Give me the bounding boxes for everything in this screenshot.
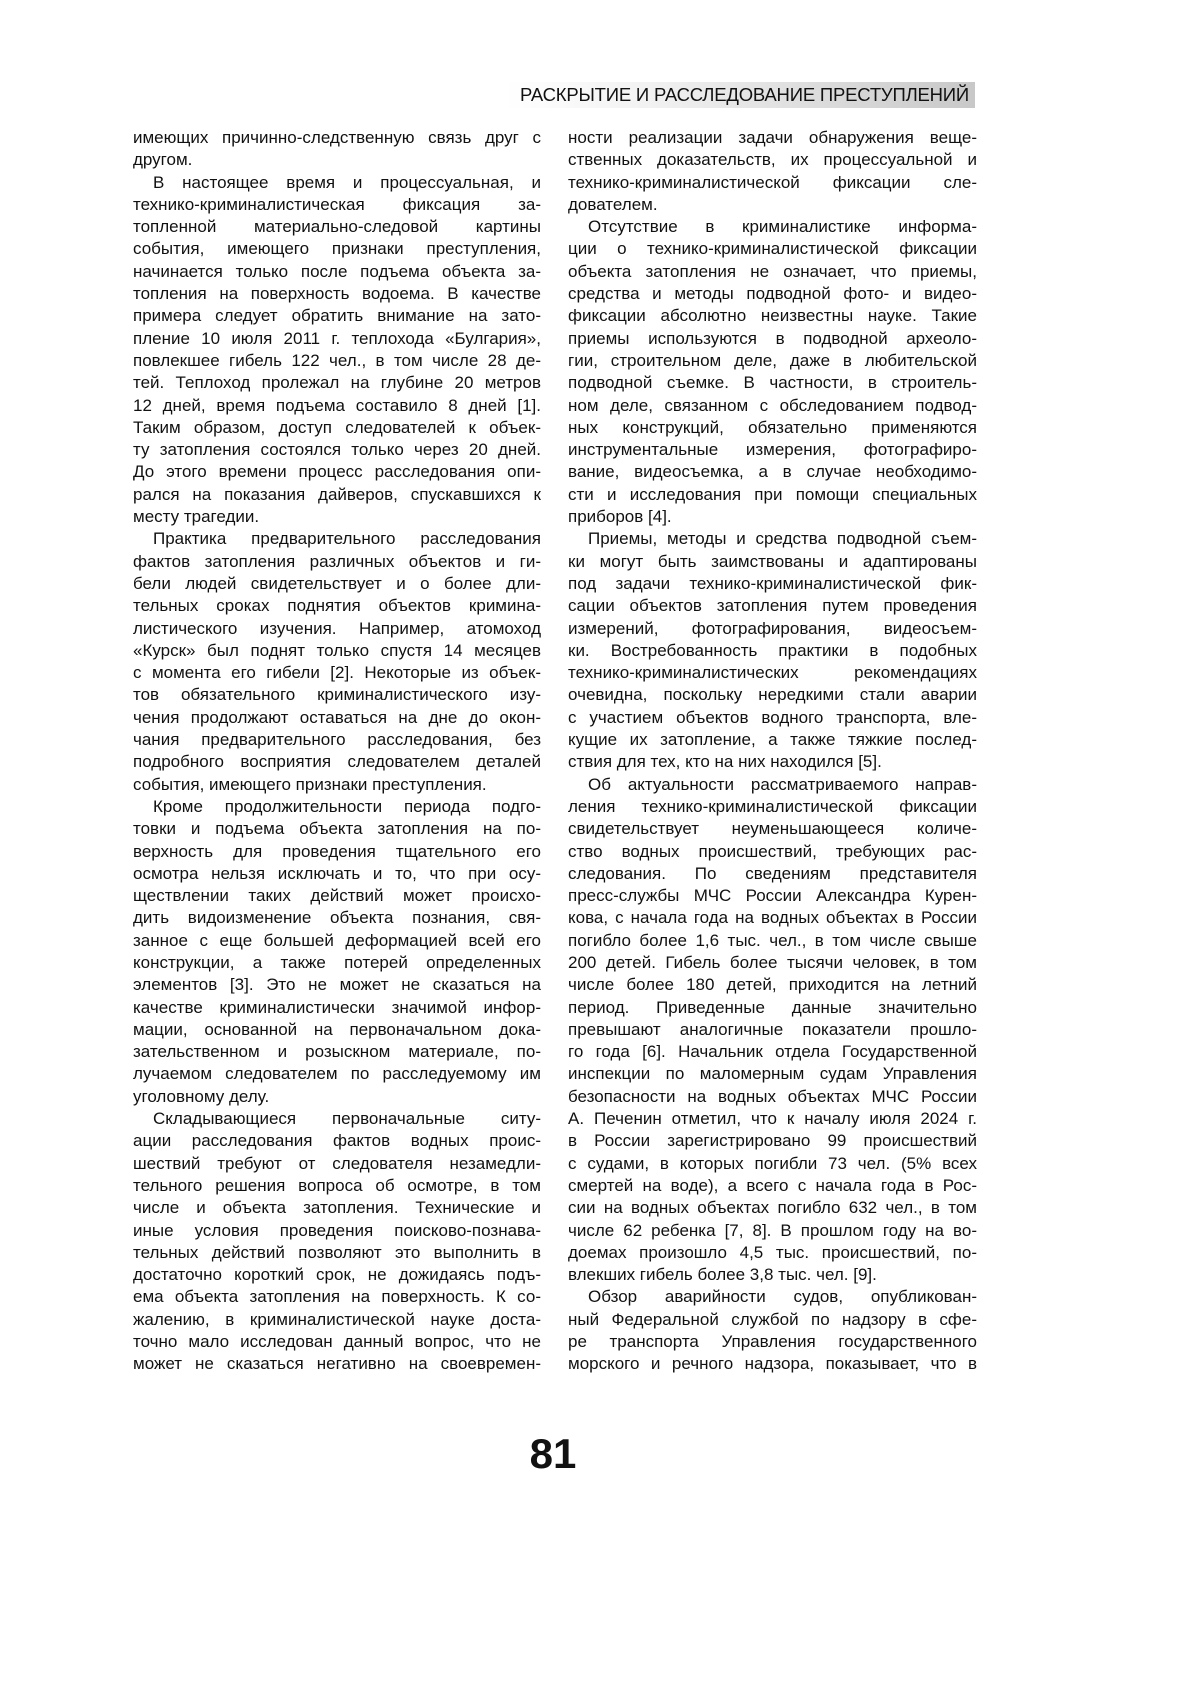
text-line: ном деле, связанном с обследованием подвод- — [568, 395, 977, 417]
text-line: вание, видеосъемка, а в случае необходимо- — [568, 461, 977, 483]
text-line: шествий требуют от следователя незамедли- — [133, 1153, 541, 1175]
text-line: элементов [3]. Это не может не сказаться на — [133, 974, 541, 996]
text-line: зательственном и розыскном материале, по- — [133, 1041, 541, 1063]
paragraph — [568, 127, 977, 216]
text-line: занное с еще большей деформацией всей его — [133, 930, 541, 952]
text-line: тов обязательного криминалистического изу- — [133, 684, 541, 706]
text-line: технико-криминалистических рекомендациях — [568, 662, 977, 684]
text-line: ре транспорта Управления государственного — [568, 1331, 977, 1353]
text-line: тей. Теплоход пролежал на глубине 20 метров — [133, 372, 541, 394]
text-line: приемы используются в подводной археоло- — [568, 328, 977, 350]
text-line: жалению, в криминалистической науке доста- — [133, 1309, 541, 1331]
paragraph — [133, 172, 541, 529]
text-line: ный Федеральной службой по надзору в сфе- — [568, 1309, 977, 1331]
text-line: числе 62 ребенка [7, 8]. В прошлом году на во- — [568, 1220, 977, 1242]
text-line: листического изучения. Например, атомоход — [133, 618, 541, 640]
text-line: превышают аналогичные показатели прошло- — [568, 1019, 977, 1041]
text-line: смертей на воде), а всего с начала года в Рос- — [568, 1175, 977, 1197]
text-line: имеющих причинно-следственную связь друг с — [133, 127, 541, 149]
text-line: До этого времени процесс расследования опи- — [133, 461, 541, 483]
text-line: иные условия проведения поисково-познава- — [133, 1220, 541, 1242]
text-line: инспекции по маломерным судам Управления — [568, 1063, 977, 1085]
text-line: числе более 180 детей, приходится на летний — [568, 974, 977, 996]
text-line: измерений, фотографирования, видеосъем- — [568, 618, 977, 640]
text-line: товки и подъема объекта затопления на по- — [133, 818, 541, 840]
text-line: может не сказаться негативно на своевремен- — [133, 1353, 541, 1375]
text-line: Приемы, методы и средства подводной съем- — [568, 528, 977, 550]
text-line: сии на водных объектах погибло 632 чел., в том — [568, 1197, 977, 1219]
text-line: Обзор аварийности судов, опубликован- — [568, 1286, 977, 1308]
text-line: Кроме продолжительности периода подго- — [133, 796, 541, 818]
text-line: в России зарегистрировано 99 происшествий — [568, 1130, 977, 1152]
text-line: сти и исследования при помощи специальных — [568, 484, 977, 506]
text-line: с момента его гибели [2]. Некоторые из объек- — [133, 662, 541, 684]
text-line: средства и методы подводной фото- и видео- — [568, 283, 977, 305]
text-line: достаточно короткий срок, не дожидаясь подъ- — [133, 1264, 541, 1286]
paragraph — [133, 1108, 541, 1376]
text-line: Складывающиеся первоначальные ситу- — [133, 1108, 541, 1130]
text-line: ных конструкций, обязательно применяются — [568, 417, 977, 439]
running-header — [505, 82, 975, 108]
text-line: ществлении таких действий может происхо- — [133, 885, 541, 907]
text-line: ственных доказательств, их процессуальной и — [568, 149, 977, 171]
text-line: объекта затопления не означает, что приемы, — [568, 261, 977, 283]
paragraph — [568, 528, 977, 773]
text-line: числе и объекта затопления. Технические и — [133, 1197, 541, 1219]
text-line: В настоящее время и процессуальная, и — [133, 172, 541, 194]
text-line: повлекшее гибель 122 чел., в том числе 28 де- — [133, 350, 541, 372]
text-line: бели людей свидетельствует и о более дли- — [133, 573, 541, 595]
text-line: события, имеющего признаки преступления, — [133, 238, 541, 260]
text-line: сации объектов затопления путем проведения — [568, 595, 977, 617]
text-line: Таким образом, доступ следователей к объек- — [133, 417, 541, 439]
text-line: конструкции, а также потерей определенных — [133, 952, 541, 974]
text-line: кова, с начала года на водных объектах в России — [568, 907, 977, 929]
text-line: верхность для проведения тщательного его — [133, 841, 541, 863]
text-line: начинается только после подъема объекта за- — [133, 261, 541, 283]
text-line: следования. По сведениям представителя — [568, 863, 977, 885]
paragraph — [133, 528, 541, 796]
text-column-left — [133, 127, 541, 1376]
text-line: го года [6]. Начальник отдела Государственной — [568, 1041, 977, 1063]
text-line: ции о технико-криминалистической фиксации — [568, 238, 977, 260]
text-line: кущие их затопление, а также тяжкие послед- — [568, 729, 977, 751]
text-line: точно мало исследован данный вопрос, что не — [133, 1331, 541, 1353]
text-line: ство водных происшествий, требующих рас- — [568, 841, 977, 863]
text-line: топления на поверхность водоема. В качестве — [133, 283, 541, 305]
running-header-title: РАСКРЫТИЕ И РАССЛЕДОВАНИЕ ПРЕСТУПЛЕНИЙ — [520, 84, 969, 106]
text-line: инструментальные измерения, фотографиро- — [568, 439, 977, 461]
text-line: подробного восприятия следователем деталей — [133, 751, 541, 773]
text-line: технико-криминалистической фиксации сле- — [568, 172, 977, 194]
text-line: мации, основанной на первоначальном дока- — [133, 1019, 541, 1041]
text-line: тельных действий позволяют это выполнить в — [133, 1242, 541, 1264]
text-line: ления технико-криминалистической фиксации — [568, 796, 977, 818]
text-line: тельного решения вопроса об осмотре, в том — [133, 1175, 541, 1197]
paragraph — [568, 216, 977, 528]
paragraph — [133, 796, 541, 1108]
text-line: качестве криминалистически значимой инфор- — [133, 997, 541, 1019]
text-line: ки. Востребованность практики в подобных — [568, 640, 977, 662]
text-line: период. Приведенные данные значительно — [568, 997, 977, 1019]
text-line: ту затопления состоялся только через 20 дней. — [133, 439, 541, 461]
text-line: доемах произошло 4,5 тыс. происшествий, по- — [568, 1242, 977, 1264]
text-line: осмотра нельзя исключать и то, что при осу- — [133, 863, 541, 885]
text-line: приборов [4]. — [568, 506, 977, 528]
text-line: с участием объектов водного транспорта, вле- — [568, 707, 977, 729]
text-line: подводной съемке. В частности, в строитель- — [568, 372, 977, 394]
text-line: Практика предварительного расследования — [133, 528, 541, 550]
text-line: пресс-службы МЧС России Александра Курен- — [568, 885, 977, 907]
text-line: под задачи технико-криминалистической фик- — [568, 573, 977, 595]
paragraph — [133, 127, 541, 172]
text-line: пление 10 июля 2011 г. теплохода «Булгария», — [133, 328, 541, 350]
text-line: гии, строительном деле, даже в любительской — [568, 350, 977, 372]
text-line: дить видоизменение объекта познания, свя- — [133, 907, 541, 929]
text-line: чания предварительного расследования, без — [133, 729, 541, 751]
text-line: дователем. — [568, 194, 977, 216]
text-line: чения продолжают оставаться на дне до окон- — [133, 707, 541, 729]
text-line: свидетельствует неуменьшающееся количе- — [568, 818, 977, 840]
text-line: с судами, в которых погибли 73 чел. (5% всех — [568, 1153, 977, 1175]
text-line: месту трагедии. — [133, 506, 541, 528]
paragraph — [568, 774, 977, 1287]
paragraph — [568, 1286, 977, 1375]
text-line: примера следует обратить внимание на зато- — [133, 305, 541, 327]
text-line: фактов затопления различных объектов и ги- — [133, 551, 541, 573]
text-line: влекших гибель более 3,8 тыс. чел. [9]. — [568, 1264, 977, 1286]
text-line: другом. — [133, 149, 541, 171]
text-line: очевидна, поскольку нередкими стали аварии — [568, 684, 977, 706]
text-line: ки могут быть заимствованы и адаптированы — [568, 551, 977, 573]
text-line: рался на показания дайверов, спускавшихся к — [133, 484, 541, 506]
text-line: уголовному делу. — [133, 1086, 541, 1108]
text-line: безопасности на водных объектах МЧС России — [568, 1086, 977, 1108]
text-line: Об актуальности рассматриваемого направ- — [568, 774, 977, 796]
text-line: ности реализации задачи обнаружения веще- — [568, 127, 977, 149]
text-line: лучаемом следователем по расследуемому им — [133, 1063, 541, 1085]
text-line: морского и речного надзора, показывает, что в — [568, 1353, 977, 1375]
page-number: 81 — [0, 1430, 1106, 1478]
text-line: ствия для тех, кто на них находился [5]. — [568, 751, 977, 773]
text-line: ации расследования фактов водных проис- — [133, 1130, 541, 1152]
text-line: 12 дней, время подъема составило 8 дней [1]. — [133, 395, 541, 417]
text-column-right — [568, 127, 977, 1376]
text-line: фиксации абсолютно неизвестны науке. Такие — [568, 305, 977, 327]
text-line: «Курск» был поднят только спустя 14 месяцев — [133, 640, 541, 662]
text-line: события, имеющего признаки преступления. — [133, 774, 541, 796]
text-line: погибло более 1,6 тыс. чел., в том числе свыше — [568, 930, 977, 952]
text-line: ема объекта затопления на поверхность. К со- — [133, 1286, 541, 1308]
text-line: технико-криминалистическая фиксация за- — [133, 194, 541, 216]
text-line: тельных сроках поднятия объектов кримина- — [133, 595, 541, 617]
text-line: А. Печенин отметил, что к началу июля 2024 г. — [568, 1108, 977, 1130]
text-line: Отсутствие в криминалистике информа- — [568, 216, 977, 238]
text-line: топленной материально-следовой картины — [133, 216, 541, 238]
text-line: 200 детей. Гибель более тысячи человек, в том — [568, 952, 977, 974]
